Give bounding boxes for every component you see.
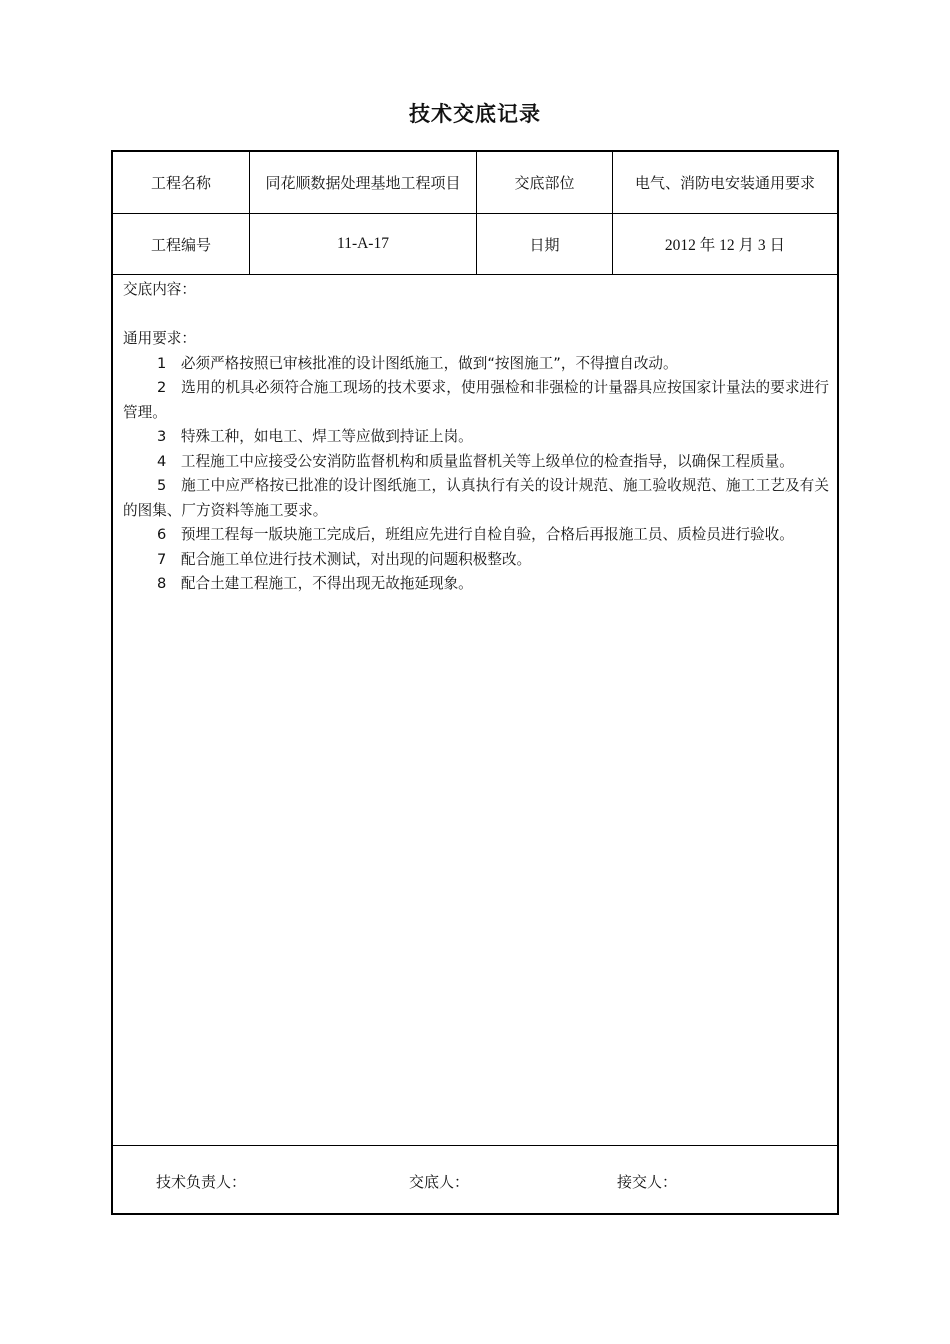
handover-by-label: 交底人： (409, 1173, 470, 1191)
receiver-label: 接交人： (617, 1173, 678, 1191)
part-label: 交底部位 (477, 152, 613, 213)
section-title: 通用要求： (123, 330, 196, 347)
list-item: 1 必须严格按照已审核批准的设计图纸施工，做到“按图施工”，不得擅自改动。 (157, 354, 678, 372)
tech-lead-label: 技术负责人： (156, 1173, 247, 1191)
part-value: 电气、消防电安装通用要求 (634, 174, 815, 192)
project-name-label: 工程名称 (113, 152, 250, 213)
list-item: 2 选用的机具必须符合施工现场的技术要求，使用强检和非强检的计量器具应按国家计量法的要求进行管理。 (123, 379, 829, 421)
header-row-2 (113, 214, 837, 275)
list-item: 8 配合土建工程施工，不得出现无故拖延现象。 (157, 575, 473, 592)
list-item: 7 配合施工单位进行技术测试，对出现的问题积极整改。 (157, 550, 532, 568)
header-row-1 (113, 152, 837, 214)
page-title: 技术交底记录 (409, 102, 541, 126)
date-value: 2012 年 12 月 3 日 (664, 237, 786, 254)
project-name-value: 同花顺数据处理基地工程项目 (250, 152, 477, 213)
content-section (123, 278, 829, 597)
list-item: 3 特殊工种，如电工、焊工等应做到持证上岗。 (157, 428, 473, 445)
content-label: 交底内容： (123, 281, 196, 298)
date-label: 日期 (477, 214, 613, 274)
signature-row (113, 1145, 837, 1213)
record-form (111, 150, 839, 1215)
project-no-label: 工程编号 (113, 214, 250, 274)
list-item: 6 预埋工程每一版块施工完成后，班组应先进行自检自验，合格后再报施工员、质检员进行验收。 (157, 526, 794, 543)
list-item: 5 施工中应严格按已批准的设计图纸施工，认真执行有关的设计规范、施工验收规范、施工工艺及有关的图集、厂方资料等施工要求。 (123, 477, 829, 519)
project-no-value: 11-A-17 (250, 214, 477, 274)
list-item: 4 工程施工中应接受公安消防监督机构和质量监督机关等上级单位的检查指导，以确保工程质量。 (157, 452, 794, 470)
